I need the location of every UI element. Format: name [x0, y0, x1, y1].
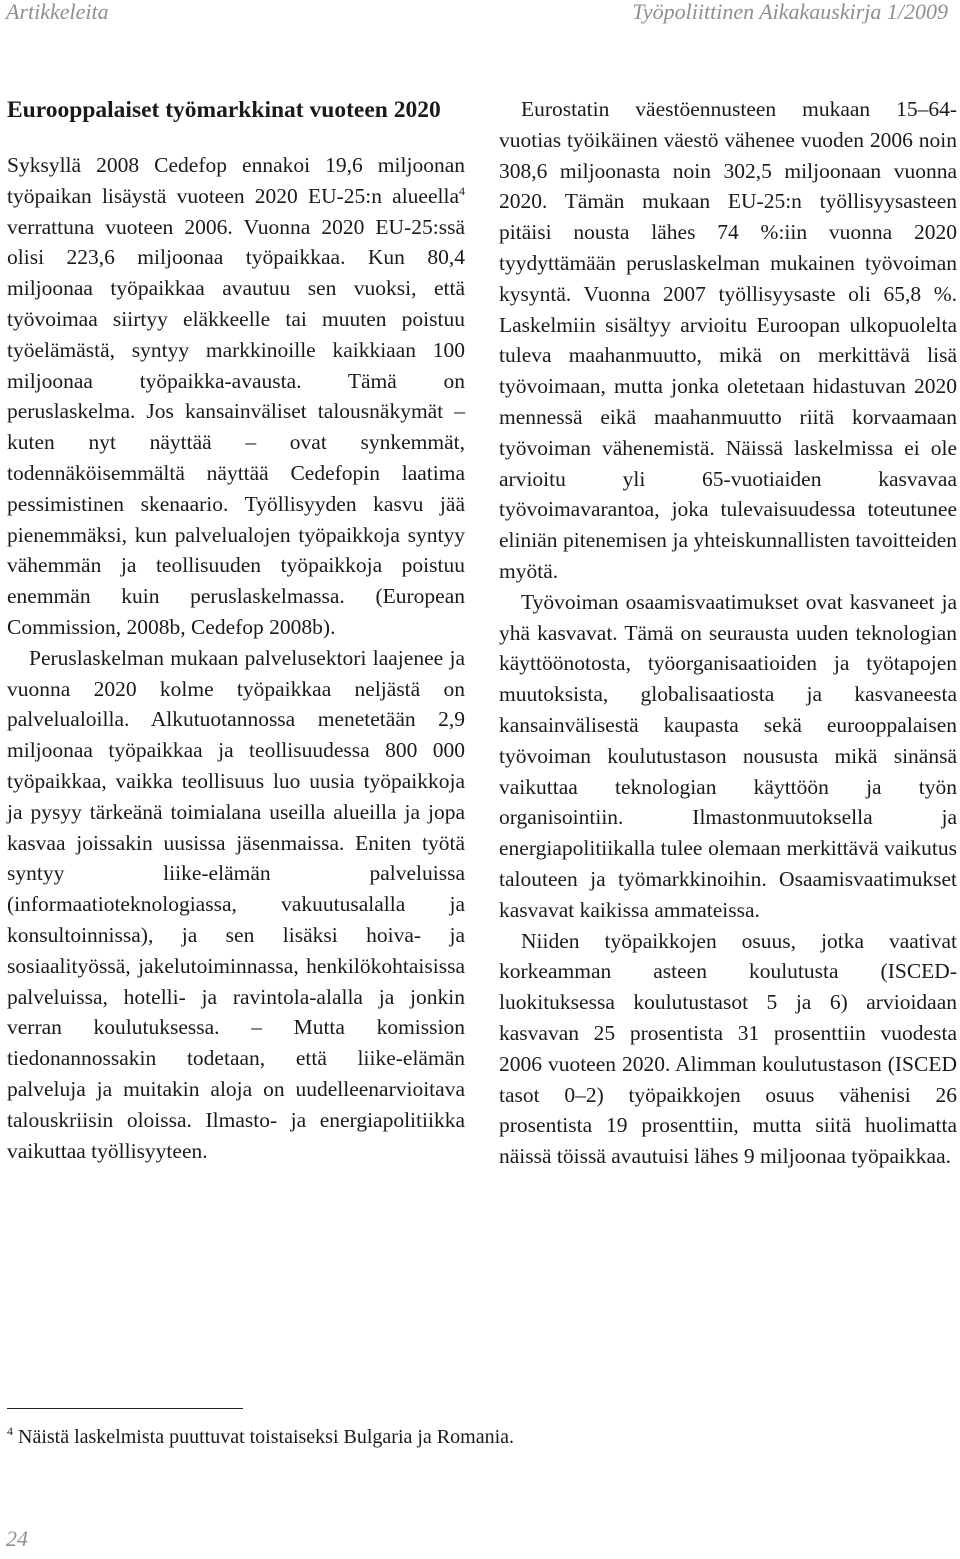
journal-title: Työpoliittinen Aikakauskirja 1/2009: [632, 0, 948, 24]
footnote-number: 4: [7, 1424, 13, 1438]
footnote-divider: [7, 1408, 243, 1409]
footnote: [7, 1423, 514, 1451]
article-heading: Eurooppalaiset työmarkkinat vuoteen 2020: [7, 97, 441, 123]
paragraph-text: verrattuna vuoteen 2006. Vuonna 2020 EU-25:ssä olisi 223,6 miljoonaa työpaikkaa. Kun 80,4 miljoonaa työpaikkaa avautuu sen vuoksi, että työvoimaa siirtyy eläkkeelle tai muuten poistuu työelämästä, syntyy markkinoille kaikkiaan 100 miljoonaa työpaikka-avausta. Tämä on peruslaskelma. Jos kansainväliset talousnäkymät – kuten nyt näyttää – ovat synkemmät, todennäköisemmältä näyttää Cedefopin laatima pessimistinen skenaario. Työllisyyden kasvu jää pienemmäksi, kun palvelualojen työpaikkoja syntyy vähemmän ja teollisuuden työpaikkoja poistuu enemmän kuin peruslaskelmassa. (European Commission, 2008b, Cedefop 2008b).: [7, 214, 465, 639]
paragraph-right-3: Niiden työpaikkojen osuus, jotka vaativat korkeamman asteen koulutusta (ISCED-luokituksessa koulutustasot 5 ja 6) arvioidaan kasvavan 25 prosentista 31 prosenttiin vuodesta 2006 vuoteen 2020. Alimman koulutustason (ISCED tasot 0–2) työpaikkojen osuus vähenisi 26 prosentista 19 prosenttiin, mutta siitä huolimatta näissä töissä avautuisi lähes 9 miljoonaa työpaikkaa.: [499, 928, 957, 1169]
footnote-ref: 4: [459, 183, 465, 198]
paragraph-right-2: Työvoiman osaamisvaatimukset ovat kasvaneet ja yhä kasvavat. Tämä on seurausta uuden teknologian käyttöönotosta, työorganisaatioiden ja työtapojen muutoksista, globalisaatiosta ja kasvaneesta kansainvälisestä kaupasta sekä eurooppalaisen työvoiman koulutustason noususta mikä sinänsä vaikuttaa teknologian käyttöön ja työn organisointiin. Ilmastonmuutoksella ja energiapolitiikalla tulee olemaan merkittävä vaikutus talouteen ja työmarkkinoihin. Osaamisvaatimukset kasvavat kaikissa ammateissa.: [499, 589, 957, 922]
paragraph-right-1: Eurostatin väestöennusteen mukaan 15–64-vuotias työikäinen väestö vähenee vuoden 2006 noin 308,6 miljoonasta noin 302,5 miljoonaan vuonna 2020. Tämän mukaan EU-25:n työllisyysasteen pitäisi nousta lähes 74 %:iin vuonna 2020 tyydyttämään peruslaskelman mukainen työvoiman kysyntä. Vuonna 2007 työllisyysaste oli 65,8 %. Laskelmiin sisältyy arvioitu Euroopan ulkopuolelta tuleva maahanmuutto, mikä on merkittävä lisä työvoimaan, mutta jonka oletetaan hidastuvan 2020 mennessä eikä maahanmuutto riitä korvaamaan työvoiman vähenemistä. Näissä laskelmissa ei ole arvioitu yli 65-vuotiaiden kasvavaa työvoimavarantoa, joka tulevaisuudessa toteutunee eliniän pitenemisen ja yhteiskunnallisten tavoitteiden myötä.: [499, 97, 957, 583]
left-column: [7, 94, 465, 1166]
paragraph-left-1: [7, 150, 465, 643]
footnote-text: Näistä laskelmista puuttuvat toistaiseksi Bulgaria ja Romania.: [18, 1426, 515, 1448]
right-column: [499, 94, 957, 1172]
running-header: [0, 0, 960, 26]
page-number: 24: [6, 1526, 28, 1551]
paragraph-text: Syksyllä 2008 Cedefop ennakoi 19,6 miljoonan työpaikan lisäystä vuoteen 2020 EU-25:n alueella: [7, 153, 465, 208]
paragraph-left-2: Peruslaskelman mukaan palvelusektori laajenee ja vuonna 2020 kolme työpaikkaa neljästä on palvelualoilla. Alkutuotannossa menetetään 2,9 miljoonaa työpaikkaa ja teollisuudessa 800 000 työpaikkaa, vaikka teollisuus luo uusia työpaikkoja ja pysyy tärkeänä toimialana useilla alueilla ja jopa kasvaa joissakin uusissa jäsenmaissa. Eniten työtä syntyy liike-elämän palveluissa (informaatioteknologiassa, vakuutusalalla ja konsultoinnissa), ja sen lisäksi hoiva- ja sosiaalityössä, jakelutoiminnassa, henkilökohtaisissa palveluissa, hotelli- ja ravintola-alalla ja jonkin verran koulutuksessa. – Mutta komission tiedonannossakin todetaan, että liike-elämän palveluja ja muitakin aloja on uudelleenarvioitava talouskriisin oloissa. Ilmasto- ja energiapolitiikka vaikuttaa työllisyyteen.: [7, 645, 465, 1163]
section-label: Artikkeleita: [6, 0, 109, 24]
